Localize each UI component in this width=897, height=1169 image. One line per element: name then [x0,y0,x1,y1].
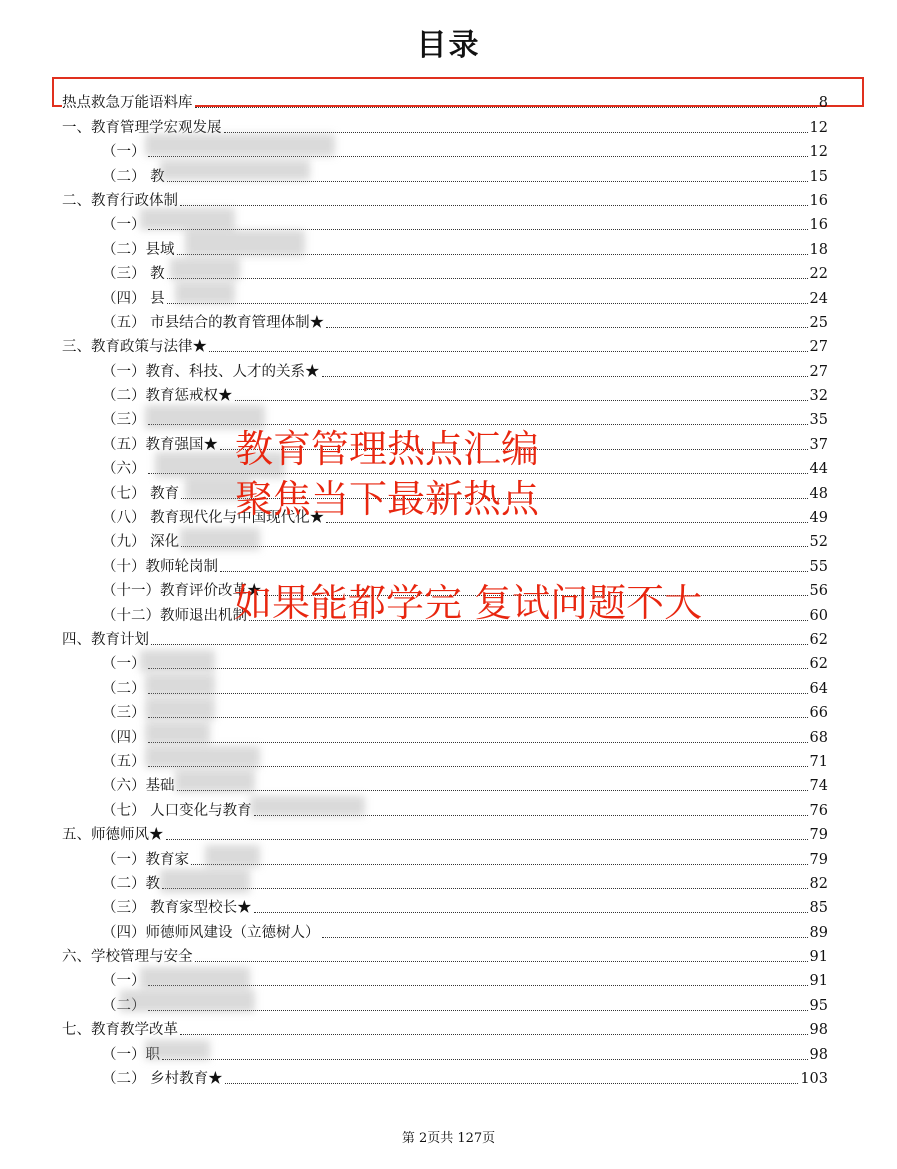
dot-leader [167,278,808,279]
toc-entry-page: 60 [809,607,828,624]
blur-patch [140,967,250,989]
toc-entry[interactable] [62,942,828,966]
toc-entry[interactable] [62,795,828,819]
toc-entry-page: 48 [809,485,828,502]
toc-entry-label: （六）基础 [102,778,175,795]
toc-entry-label: （二）县域 [102,241,175,258]
toc-entry-page: 79 [809,827,828,844]
toc-entry-label: （十二）教师退出机制 [102,607,247,624]
toc-entry-page: 32 [809,388,828,405]
toc-entry[interactable] [62,308,828,332]
toc-entry-label: 七、教育教学改革 [62,1022,178,1039]
dot-leader [177,790,808,791]
blur-patch [145,1040,210,1060]
toc-entry-page: 56 [809,583,828,600]
dot-leader [195,961,808,962]
toc-entry-page: 15 [809,168,828,185]
overlay-text-line2: 聚焦当下最新热点 [235,477,540,521]
blur-patch [185,230,305,256]
toc-entry-label: （二） [102,997,146,1014]
toc-entry-page: 35 [809,412,828,429]
toc-entry[interactable] [62,88,828,112]
toc-entry-page: 79 [809,851,828,868]
toc-entry[interactable] [62,186,828,210]
dot-leader [322,937,808,938]
toc-entry-page: 22 [809,266,828,283]
toc-entry[interactable] [62,381,828,405]
toc-entry-label: （二）教 [102,875,160,892]
toc-entry[interactable] [62,917,828,941]
toc-entry-page: 98 [809,1046,828,1063]
toc-entry-page: 44 [809,461,828,478]
toc-entry-label: （一） [102,973,146,990]
dot-leader [322,376,808,377]
toc-entry-page: 24 [809,290,828,307]
toc-entry-label: （五） [102,753,146,770]
toc-entry-page: 8 [818,95,828,112]
toc-entry-label: 三、教育政策与法律★ [62,339,207,356]
toc-entry-label: （六） [102,461,146,478]
toc-entry-page: 89 [809,924,828,941]
toc-entry[interactable] [62,332,828,356]
dot-leader [181,546,807,547]
blur-patch [145,674,215,696]
toc-entry-label: （十一）教育评价改革★ [102,583,262,600]
dot-leader [180,205,808,206]
toc-entry-page: 98 [809,1022,828,1039]
toc-entry-page: 85 [809,900,828,917]
dot-leader [225,1083,799,1084]
toc-entry[interactable] [62,844,828,868]
toc-entry-page: 12 [809,119,828,136]
toc-entry-label: 一、教育管理学宏观发展 [62,119,222,136]
dot-leader [151,644,808,645]
dot-leader [148,717,808,718]
blur-patch [120,990,255,1012]
toc-entry-label: （一） [102,217,146,234]
blur-patch [145,698,215,720]
toc-entry[interactable] [62,1015,828,1039]
toc-entry-label: （七） 教育 [102,485,180,502]
toc-entry-label: （二） [102,680,146,697]
toc-entry-label: （四） 县 [102,290,165,307]
dot-leader [167,181,808,182]
toc-entry-page: 95 [809,997,828,1014]
blur-patch [160,869,250,893]
dot-leader [180,1034,808,1035]
toc-entry-page: 12 [809,144,828,161]
toc-entry-label: 四、教育计划 [62,631,149,648]
dot-leader [224,132,808,133]
toc-entry-page: 64 [809,680,828,697]
blur-patch [175,770,255,792]
toc-entry-page: 62 [809,656,828,673]
dot-leader [326,327,807,328]
page-footer: 第 2页共 127页 [401,1131,496,1146]
toc-entry[interactable] [62,1064,828,1088]
blur-patch [145,746,260,768]
toc-entry-page: 55 [809,558,828,575]
blur-patch [145,134,335,156]
toc-entry-label: 五、师德师风★ [62,827,164,844]
overlay-text-line1: 教育管理热点汇编 [235,427,540,471]
toc-entry-page: 82 [809,875,828,892]
toc-entry-label: （三） [102,412,146,429]
toc-entry-label: （三） 教育家型校长★ [102,900,252,917]
toc-entry-page: 91 [809,949,828,966]
dot-leader [162,888,808,889]
toc-entry-label: （三） 教 [102,266,165,283]
dot-leader [148,693,808,694]
toc-entry-label: （七） 人口变化与教育 [102,802,252,819]
blur-patch [140,650,215,672]
toc-entry-page: 27 [809,339,828,356]
toc-entry-label: （二）教育惩戒权★ [102,388,233,405]
dot-leader [254,912,808,913]
dot-leader [195,107,817,108]
toc-entry-page: 27 [809,363,828,380]
toc-entry-label: 二、教育行政体制 [62,192,178,209]
blur-patch [170,258,240,280]
dot-leader [148,156,808,157]
toc-entry-label: （二） 教 [102,168,165,185]
toc-entry-page: 62 [809,631,828,648]
page-title: 目录 [416,28,481,63]
toc-entry-label: （四）师德师风建设（立德树人） [102,924,320,941]
toc-entry-label: （一）教育家 [102,851,189,868]
toc-entry-page: 37 [809,436,828,453]
toc-entry-label: （二） 乡村教育★ [102,1071,223,1088]
toc-entry-page: 76 [809,802,828,819]
toc-entry-label: （四） [102,729,146,746]
toc-entry-page: 71 [809,753,828,770]
toc-entry-label: （三） [102,705,146,722]
toc-entry-page: 74 [809,778,828,795]
toc-entry-page: 16 [809,192,828,209]
toc-entry-page: 68 [809,729,828,746]
toc-entry-label: 六、学校管理与安全 [62,949,193,966]
dot-leader [167,303,808,304]
toc-entry-label: 热点救急万能语料库 [62,95,193,112]
dot-leader [148,668,808,669]
dot-leader [148,742,808,743]
toc-entry-page: 49 [809,510,828,527]
toc-entry-label: （五）教育强国★ [102,436,218,453]
toc-entry[interactable] [62,625,828,649]
toc-entry-page: 16 [809,217,828,234]
toc-entry-label: （八） 教育现代化与中国现代化★ [102,510,325,527]
toc-entry[interactable] [62,820,828,844]
toc-entry-page: 103 [800,1071,828,1088]
toc-entry-label: （一）职 [102,1046,160,1063]
toc-entry-label: （一）教育、科技、人才的关系★ [102,363,320,380]
blur-patch [160,160,310,180]
blur-patch [205,845,260,867]
toc-entry[interactable] [62,356,828,380]
toc-entry[interactable] [62,893,828,917]
toc-entry-label: （十）教师轮岗制 [102,558,218,575]
toc-entry-label: （五） 市县结合的教育管理体制★ [102,314,325,331]
toc-entry-page: 91 [809,973,828,990]
toc-entry-page: 25 [809,314,828,331]
overlay-text-line3: 如果能都学完 复试问题不大 [234,581,703,625]
dot-leader [162,1059,808,1060]
toc-entry-page: 66 [809,705,828,722]
blur-patch [145,722,210,744]
blur-patch [140,208,235,230]
toc-entry-label: （一） [102,144,146,161]
toc-entry[interactable] [62,527,828,551]
dot-leader [166,839,808,840]
dot-leader [191,864,808,865]
blur-patch [175,282,235,304]
blur-patch [180,528,260,550]
dot-leader [209,351,808,352]
blur-patch [250,796,365,816]
dot-leader [235,400,808,401]
toc-entry-page: 18 [809,241,828,258]
toc-entry-label: （一） [102,656,146,673]
toc-entry-page: 52 [809,534,828,551]
toc-entry[interactable] [62,234,828,258]
toc-entry-label: （九） 深化 [102,534,180,551]
